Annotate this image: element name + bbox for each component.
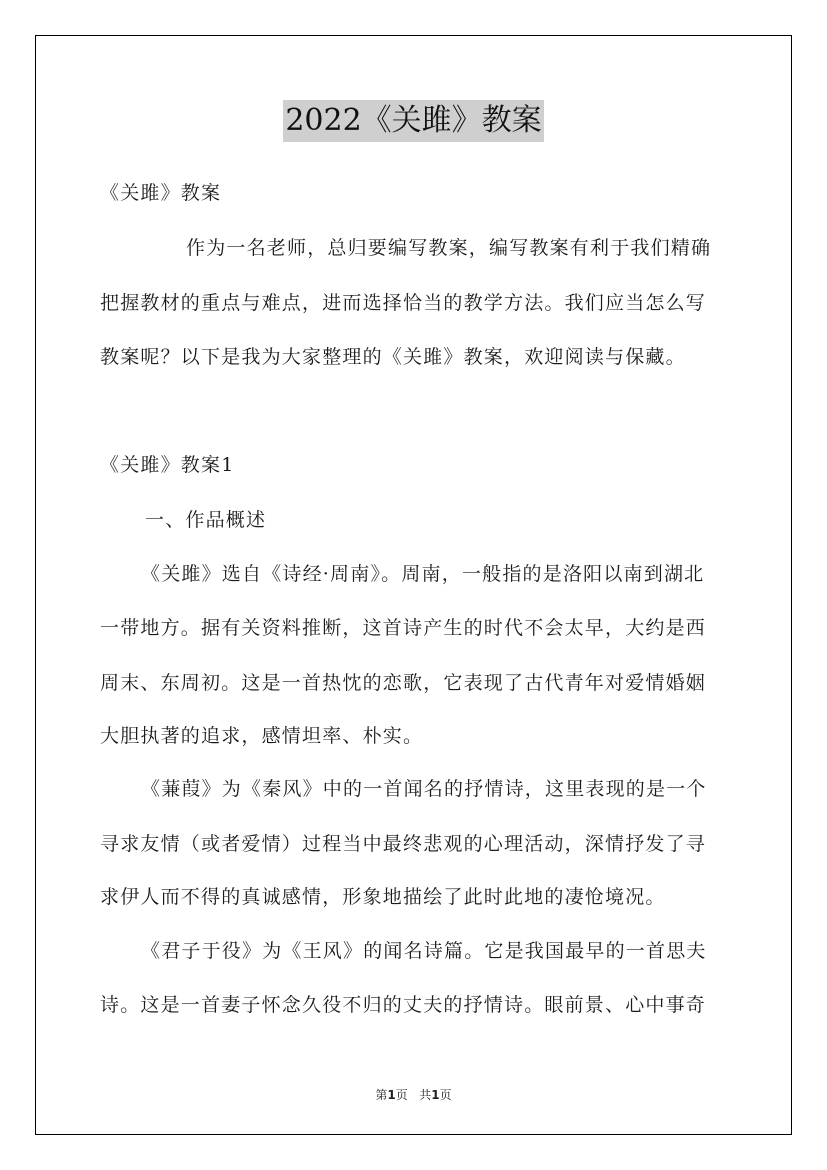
footer-total-suffix: 页 [439, 1088, 452, 1102]
intro-line-3: 教案呢？以下是我为大家整理的《关雎》教案，欢迎阅读与保藏。 [100, 346, 686, 368]
paragraph3-line-2: 诗。这是一首妻子怀念久役不归的丈夫的抒情诗。眼前景、心中事奇 [100, 994, 707, 1016]
paragraph2-line-3: 求伊人而不得的真诚感情，形象地描绘了此时此地的凄怆境况。 [100, 886, 666, 908]
part-heading: 一、作品概述 [145, 509, 267, 531]
paragraph3-line-1: 《君子于役》为《王风》的闻名诗篇。它是我国最早的一首思夫 [141, 940, 707, 962]
paragraph1-line-3: 周末、东周初。这是一首热忱的恋歌，它表现了古代青年对爱情婚姻 [100, 672, 707, 694]
paragraph2-line-1: 《蒹葭》为《秦风》中的一首闻名的抒情诗，这里表现的是一个 [141, 778, 707, 800]
footer-page-prefix: 第 [375, 1088, 388, 1102]
paragraph1-line-2: 一带地方。据有关资料推断，这首诗产生的时代不会太早，大约是西 [100, 617, 707, 639]
footer-page-suffix: 页 [395, 1088, 408, 1102]
section-heading: 《关雎》教案1 [100, 454, 235, 476]
footer-page-number: 1 [387, 1088, 396, 1102]
paragraph2-line-2: 寻求友情（或者爱情）过程当中最终悲观的心理活动，深情抒发了寻 [100, 833, 707, 855]
intro-line-1: 作为一名老师，总归要编写教案，编写教案有利于我们精确 [186, 237, 712, 259]
footer-total-prefix: 共 [419, 1088, 432, 1102]
page-footer [0, 1087, 827, 1103]
document-title [0, 100, 827, 142]
intro-line-2: 把握教材的重点与难点，进而选择恰当的教学方法。我们应当怎么写 [100, 292, 707, 314]
footer-total-pages: 1 [431, 1088, 440, 1102]
document-title-text: 2022《关雎》教案 [283, 100, 543, 142]
paragraph1-line-1: 《关雎》选自《诗经·周南》。周南，一般指的是洛阳以南到湖北 [141, 563, 705, 585]
paragraph1-line-4: 大胆执著的追求，感情坦率、朴实。 [100, 725, 424, 747]
document-subtitle: 《关雎》教案 [100, 182, 222, 204]
